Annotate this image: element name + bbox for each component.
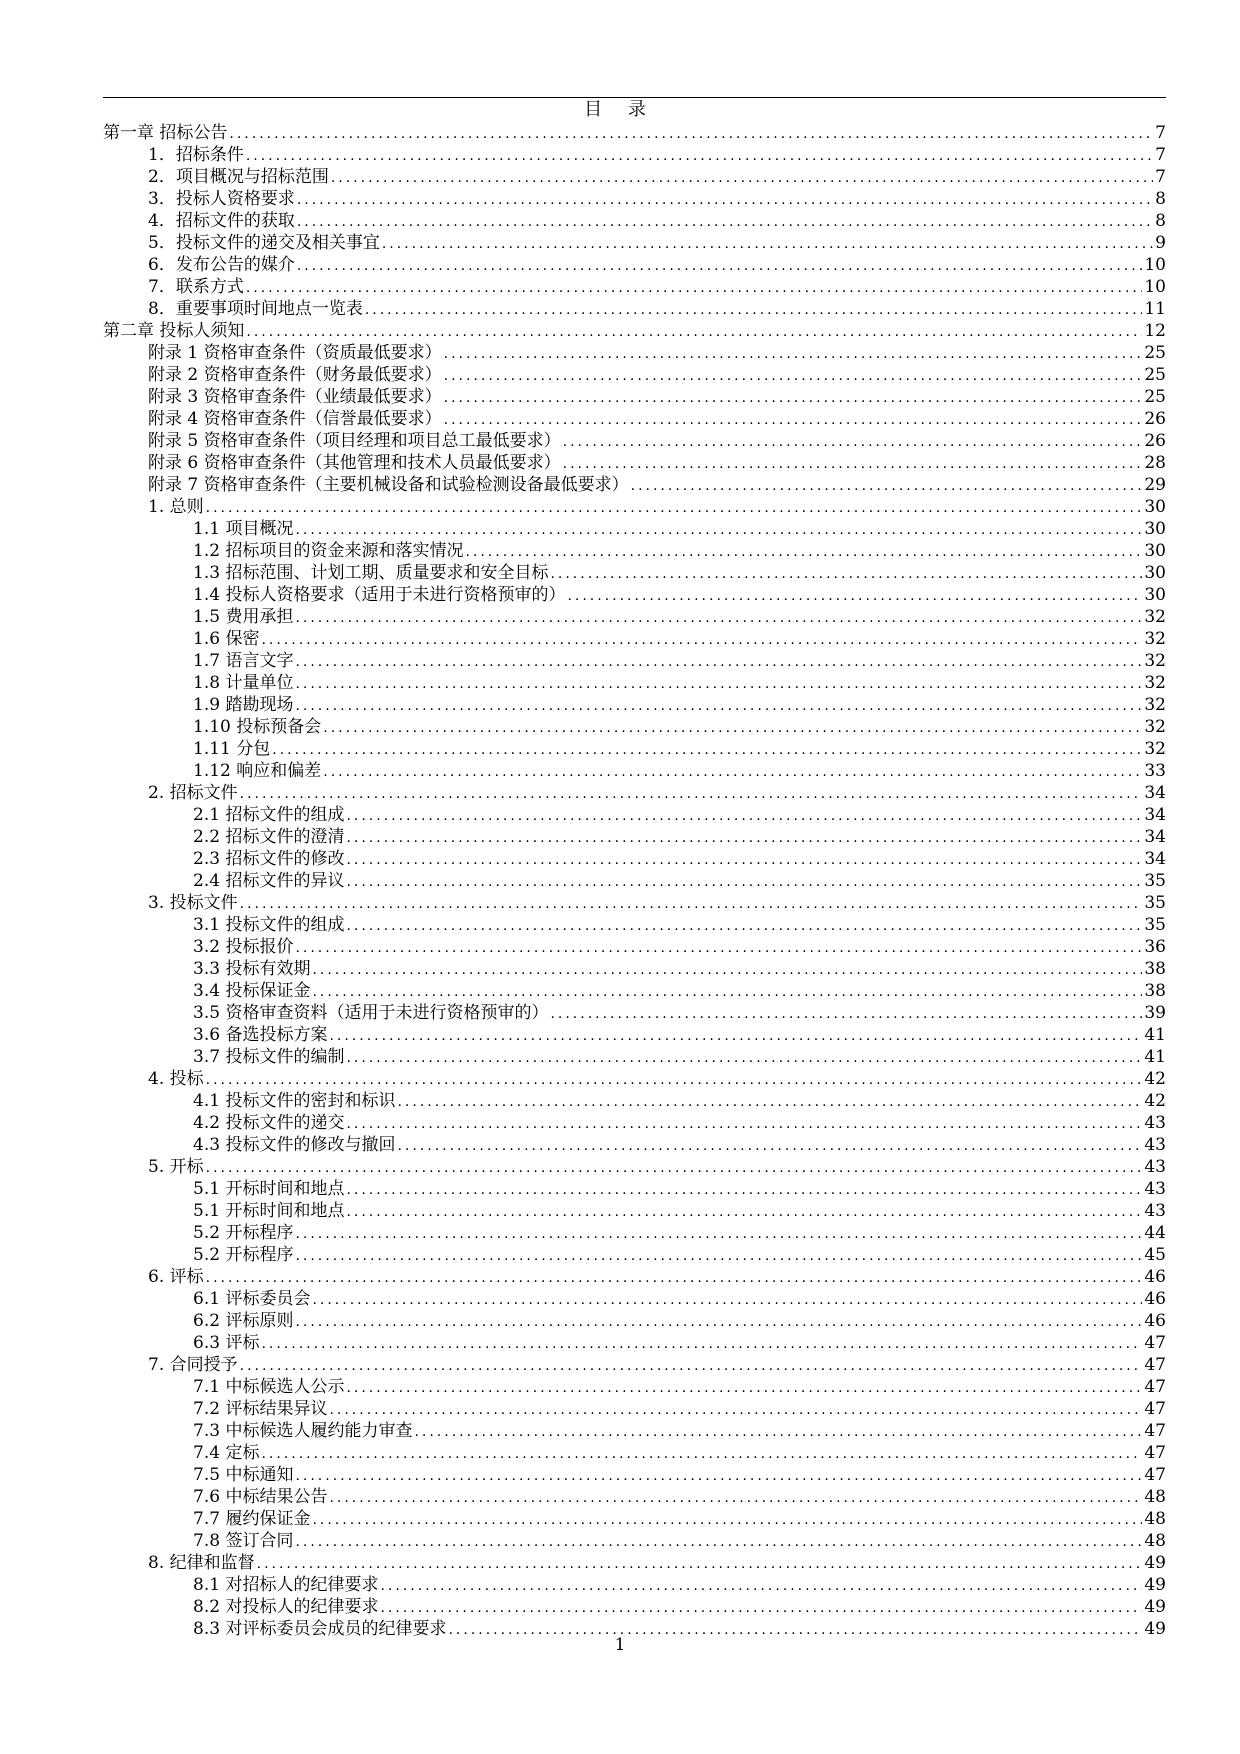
toc-entry-page: 26: [1144, 431, 1166, 451]
toc-entry[interactable]: [103, 275, 1166, 297]
dot-leader: [246, 147, 1153, 165]
toc-entry-page: 25: [1144, 343, 1166, 363]
toc-entry-page: 32: [1144, 673, 1166, 693]
toc-entry-page: 49: [1144, 1553, 1166, 1573]
toc-entry-page: 47: [1144, 1399, 1166, 1419]
toc-entry-label: 7.1 中标候选人公示: [193, 1377, 345, 1397]
toc-entry-page: 49: [1144, 1619, 1166, 1639]
toc-entry-page: 39: [1144, 1003, 1166, 1023]
toc-entry-page: 48: [1144, 1531, 1166, 1551]
toc-entry-label: 6．发布公告的媒介: [148, 255, 295, 275]
toc-entry-page: 32: [1144, 607, 1166, 627]
dot-leader: [312, 961, 1142, 979]
table-of-contents: [103, 121, 1166, 1639]
toc-entry-page: 32: [1144, 695, 1166, 715]
toc-entry[interactable]: [103, 759, 1166, 781]
toc-entry-page: 47: [1144, 1355, 1166, 1375]
toc-entry[interactable]: [103, 1485, 1166, 1507]
dot-leader: [295, 939, 1142, 957]
toc-entry-label: 7.8 签订合同: [193, 1531, 294, 1551]
dot-leader: [380, 1599, 1142, 1617]
toc-entry[interactable]: [103, 781, 1166, 803]
toc-entry-page: 47: [1144, 1465, 1166, 1485]
toc-entry[interactable]: [103, 1463, 1166, 1485]
dot-leader: [346, 1379, 1142, 1397]
toc-entry-page: 35: [1144, 871, 1166, 891]
dot-leader: [563, 455, 1143, 473]
toc-entry-page: 47: [1144, 1333, 1166, 1353]
dot-leader: [550, 1005, 1142, 1023]
toc-entry-page: 10: [1144, 255, 1166, 275]
toc-entry-page: 41: [1144, 1025, 1166, 1045]
toc-entry[interactable]: [103, 1155, 1166, 1177]
dot-leader: [397, 1093, 1142, 1111]
dot-leader: [444, 411, 1143, 429]
toc-entry-page: 46: [1144, 1267, 1166, 1287]
toc-entry[interactable]: [103, 1199, 1166, 1221]
toc-entry[interactable]: [103, 803, 1166, 825]
toc-entry-page: 7: [1155, 123, 1166, 143]
toc-entry[interactable]: [103, 319, 1166, 341]
toc-entry-label: 3. 投标文件: [148, 893, 238, 913]
dot-leader: [312, 1291, 1142, 1309]
toc-entry[interactable]: [103, 957, 1166, 979]
dot-leader: [346, 807, 1142, 825]
toc-entry[interactable]: [103, 1595, 1166, 1617]
dot-leader: [329, 1489, 1142, 1507]
toc-entry[interactable]: [103, 1331, 1166, 1353]
dot-leader: [295, 1313, 1142, 1331]
toc-entry-page: 47: [1144, 1421, 1166, 1441]
toc-entry[interactable]: [103, 143, 1166, 165]
toc-entry-page: 42: [1144, 1069, 1166, 1089]
toc-entry-label: 2．项目概况与招标范围: [148, 167, 329, 187]
dot-leader: [346, 917, 1142, 935]
toc-entry-page: 25: [1144, 387, 1166, 407]
toc-entry-label: 3.4 投标保证金: [193, 981, 311, 1001]
toc-entry-label: 6.3 评标: [193, 1333, 260, 1353]
dot-leader: [365, 301, 1143, 319]
toc-entry-page: 45: [1144, 1245, 1166, 1265]
dot-leader: [257, 1555, 1143, 1573]
dot-leader: [295, 1467, 1142, 1485]
toc-entry[interactable]: [103, 1221, 1166, 1243]
dot-leader: [297, 257, 1143, 275]
dot-leader: [272, 741, 1142, 759]
toc-entry[interactable]: [103, 649, 1166, 671]
toc-entry-label: 3.2 投标报价: [193, 937, 294, 957]
toc-entry[interactable]: [103, 385, 1166, 407]
dot-leader: [206, 1269, 1143, 1287]
toc-entry[interactable]: [103, 825, 1166, 847]
dot-leader: [346, 1049, 1142, 1067]
dot-leader: [261, 631, 1142, 649]
toc-entry[interactable]: [103, 1067, 1166, 1089]
toc-entry-page: 32: [1144, 717, 1166, 737]
toc-entry-label: 1. 总则: [148, 497, 204, 517]
toc-entry-label: 7.3 中标候选人履约能力审查: [193, 1421, 413, 1441]
toc-entry[interactable]: [103, 693, 1166, 715]
toc-entry[interactable]: [103, 473, 1166, 495]
toc-entry-label: 4. 投标: [148, 1069, 204, 1089]
toc-entry[interactable]: [103, 1001, 1166, 1023]
toc-entry[interactable]: [103, 429, 1166, 451]
toc-entry-label: 6. 评标: [148, 1267, 204, 1287]
toc-entry-label: 7.7 履约保证金: [193, 1509, 311, 1529]
toc-entry-label: 6.2 评标原则: [193, 1311, 294, 1331]
toc-entry-label: 7.6 中标结果公告: [193, 1487, 328, 1507]
dot-leader: [397, 1137, 1142, 1155]
toc-entry-page: 11: [1144, 299, 1166, 319]
toc-entry[interactable]: [103, 253, 1166, 275]
toc-entry-label: 8.3 对评标委员会成员的纪律要求: [193, 1619, 447, 1639]
toc-entry[interactable]: [103, 1089, 1166, 1111]
toc-entry-page: 8: [1155, 211, 1166, 231]
toc-entry-label: 7.5 中标通知: [193, 1465, 294, 1485]
toc-entry-page: 35: [1144, 893, 1166, 913]
dot-leader: [295, 609, 1142, 627]
toc-entry-page: 44: [1144, 1223, 1166, 1243]
toc-entry-page: 7: [1155, 167, 1166, 187]
toc-entry[interactable]: [103, 1529, 1166, 1551]
toc-entry[interactable]: [103, 451, 1166, 473]
toc-entry-label: 4．招标文件的获取: [148, 211, 295, 231]
toc-entry[interactable]: [103, 1177, 1166, 1199]
toc-entry[interactable]: [103, 1551, 1166, 1573]
header-rule: [103, 97, 1166, 98]
dot-leader: [295, 1247, 1142, 1265]
toc-entry[interactable]: [103, 1023, 1166, 1045]
toc-entry-page: 35: [1144, 915, 1166, 935]
toc-entry[interactable]: [103, 979, 1166, 1001]
dot-leader: [229, 125, 1153, 143]
toc-entry-label: 3.5 资格审查资料（适用于未进行资格预审的）: [193, 1003, 549, 1023]
dot-leader: [312, 983, 1142, 1001]
toc-entry[interactable]: [103, 671, 1166, 693]
dot-leader: [312, 1511, 1142, 1529]
toc-entry-page: 30: [1144, 585, 1166, 605]
dot-leader: [444, 345, 1143, 363]
dot-leader: [382, 235, 1153, 253]
toc-entry-label: 附录 1 资格审查条件（资质最低要求）: [148, 343, 442, 363]
dot-leader: [563, 433, 1143, 451]
toc-entry-page: 30: [1144, 497, 1166, 517]
toc-entry-label: 2.3 招标文件的修改: [193, 849, 345, 869]
toc-entry[interactable]: [103, 297, 1166, 319]
toc-entry-label: 1.11 分包: [193, 739, 271, 759]
toc-entry-page: 43: [1144, 1179, 1166, 1199]
toc-entry-page: 47: [1144, 1377, 1166, 1397]
toc-entry[interactable]: [103, 1265, 1166, 1287]
toc-entry[interactable]: [103, 935, 1166, 957]
toc-entry-page: 25: [1144, 365, 1166, 385]
toc-entry-page: 38: [1144, 981, 1166, 1001]
dot-leader: [240, 1357, 1143, 1375]
dot-leader: [414, 1423, 1142, 1441]
toc-title: 目 录: [584, 99, 656, 120]
toc-entry[interactable]: [103, 187, 1166, 209]
toc-entry-page: 10: [1144, 277, 1166, 297]
toc-entry-page: 36: [1144, 937, 1166, 957]
toc-entry-label: 5.2 开标程序: [193, 1245, 294, 1265]
dot-leader: [346, 1115, 1142, 1133]
toc-entry[interactable]: [103, 1045, 1166, 1067]
toc-entry[interactable]: [103, 407, 1166, 429]
toc-entry-page: 7: [1155, 145, 1166, 165]
dot-leader: [246, 279, 1143, 297]
toc-entry-label: 3.1 投标文件的组成: [193, 915, 345, 935]
toc-entry[interactable]: [103, 517, 1166, 539]
toc-entry-page: 30: [1144, 541, 1166, 561]
toc-entry-label: 1．招标条件: [148, 145, 244, 165]
page-number: 1: [614, 1635, 626, 1655]
toc-entry-label: 1.10 投标预备会: [193, 717, 322, 737]
toc-entry-label: 5.1 开标时间和地点: [193, 1179, 345, 1199]
dot-leader: [206, 1071, 1143, 1089]
toc-entry-label: 5．投标文件的递交及相关事宜: [148, 233, 380, 253]
toc-entry[interactable]: [103, 1287, 1166, 1309]
toc-entry[interactable]: [103, 627, 1166, 649]
toc-entry-label: 2.1 招标文件的组成: [193, 805, 345, 825]
toc-entry-label: 7．联系方式: [148, 277, 244, 297]
toc-entry-label: 7.4 定标: [193, 1443, 260, 1463]
toc-entry-page: 12: [1144, 321, 1166, 341]
dot-leader: [295, 521, 1142, 539]
toc-entry-label: 附录 7 资格审查条件（主要机械设备和试验检测设备最低要求）: [148, 475, 629, 495]
toc-entry[interactable]: [103, 913, 1166, 935]
toc-entry[interactable]: [103, 165, 1166, 187]
toc-entry-page: 32: [1144, 629, 1166, 649]
toc-entry[interactable]: [103, 121, 1166, 143]
toc-entry[interactable]: [103, 363, 1166, 385]
toc-entry-label: 1.4 投标人资格要求（适用于未进行资格预审的）: [193, 585, 566, 605]
toc-entry[interactable]: [103, 1375, 1166, 1397]
toc-entry-label: 1.5 费用承担: [193, 607, 294, 627]
toc-entry-page: 34: [1144, 827, 1166, 847]
toc-entry-label: 2. 招标文件: [148, 783, 238, 803]
toc-entry-page: 26: [1144, 409, 1166, 429]
toc-entry-page: 32: [1144, 739, 1166, 759]
toc-entry[interactable]: [103, 1507, 1166, 1529]
dot-leader: [295, 675, 1142, 693]
toc-entry-page: 34: [1144, 849, 1166, 869]
toc-entry[interactable]: [103, 1133, 1166, 1155]
dot-leader: [295, 1533, 1142, 1551]
dot-leader: [346, 1203, 1142, 1221]
toc-entry-label: 3.6 备选投标方案: [193, 1025, 328, 1045]
toc-entry-label: 5.2 开标程序: [193, 1223, 294, 1243]
dot-leader: [206, 499, 1143, 517]
dot-leader: [246, 323, 1142, 341]
toc-entry-page: 43: [1144, 1157, 1166, 1177]
dot-leader: [346, 873, 1142, 891]
toc-entry[interactable]: [103, 1419, 1166, 1441]
toc-entry-label: 1.6 保密: [193, 629, 260, 649]
toc-entry-page: 9: [1155, 233, 1166, 253]
toc-entry-label: 1.1 项目概况: [193, 519, 294, 539]
toc-entry-label: 6.1 评标委员会: [193, 1289, 311, 1309]
toc-entry-page: 30: [1144, 519, 1166, 539]
toc-entry[interactable]: [103, 539, 1166, 561]
dot-leader: [380, 1577, 1142, 1595]
toc-entry-page: 46: [1144, 1289, 1166, 1309]
dot-leader: [444, 389, 1143, 407]
toc-entry-page: 43: [1144, 1135, 1166, 1155]
toc-entry-label: 3．投标人资格要求: [148, 189, 295, 209]
toc-entry-page: 49: [1144, 1575, 1166, 1595]
dot-leader: [465, 543, 1142, 561]
toc-entry-label: 8.2 对投标人的纪律要求: [193, 1597, 379, 1617]
dot-leader: [444, 367, 1143, 385]
toc-entry-label: 7. 合同授予: [148, 1355, 238, 1375]
dot-leader: [297, 213, 1153, 231]
toc-entry-page: 28: [1144, 453, 1166, 473]
toc-entry-page: 48: [1144, 1487, 1166, 1507]
toc-entry-label: 4.1 投标文件的密封和标识: [193, 1091, 396, 1111]
toc-entry-label: 5. 开标: [148, 1157, 204, 1177]
toc-entry-label: 8．重要事项时间地点一览表: [148, 299, 363, 319]
dot-leader: [346, 1181, 1142, 1199]
dot-leader: [261, 1335, 1142, 1353]
dot-leader: [323, 719, 1142, 737]
toc-entry[interactable]: [103, 869, 1166, 891]
dot-leader: [329, 1401, 1142, 1419]
dot-leader: [297, 191, 1153, 209]
toc-entry-page: 8: [1155, 189, 1166, 209]
toc-entry-label: 7.2 评标结果异议: [193, 1399, 328, 1419]
toc-entry-label: 1.12 响应和偏差: [193, 761, 322, 781]
dot-leader: [323, 763, 1142, 781]
toc-entry-label: 3.3 投标有效期: [193, 959, 311, 979]
toc-entry-label: 1.2 招标项目的资金来源和落实情况: [193, 541, 464, 561]
toc-entry-label: 1.9 踏勘现场: [193, 695, 294, 715]
toc-entry-label: 8. 纪律和监督: [148, 1553, 255, 1573]
toc-entry[interactable]: [103, 847, 1166, 869]
toc-entry-page: 34: [1144, 783, 1166, 803]
dot-leader: [331, 169, 1153, 187]
toc-entry[interactable]: [103, 341, 1166, 363]
toc-entry-label: 附录 5 资格审查条件（项目经理和项目总工最低要求）: [148, 431, 561, 451]
toc-entry[interactable]: [103, 605, 1166, 627]
dot-leader: [550, 565, 1142, 583]
dot-leader: [329, 1027, 1142, 1045]
toc-entry-label: 3.7 投标文件的编制: [193, 1047, 345, 1067]
dot-leader: [240, 895, 1143, 913]
toc-entry-label: 第一章 招标公告: [103, 123, 228, 143]
dot-leader: [240, 785, 1143, 803]
dot-leader: [295, 653, 1142, 671]
toc-entry-label: 4.3 投标文件的修改与撤回: [193, 1135, 396, 1155]
toc-entry-page: 41: [1144, 1047, 1166, 1067]
toc-entry-page: 42: [1144, 1091, 1166, 1111]
toc-entry[interactable]: [103, 1573, 1166, 1595]
toc-entry-page: 48: [1144, 1509, 1166, 1529]
dot-leader: [346, 851, 1142, 869]
toc-entry[interactable]: [103, 1441, 1166, 1463]
dot-leader: [261, 1445, 1142, 1463]
toc-entry[interactable]: [103, 209, 1166, 231]
toc-entry-label: 2.2 招标文件的澄清: [193, 827, 345, 847]
toc-entry[interactable]: [103, 1353, 1166, 1375]
dot-leader: [631, 477, 1143, 495]
toc-entry-page: 49: [1144, 1597, 1166, 1617]
toc-entry-page: 32: [1144, 651, 1166, 671]
toc-entry-page: 33: [1144, 761, 1166, 781]
toc-entry[interactable]: [103, 1397, 1166, 1419]
toc-entry-label: 8.1 对招标人的纪律要求: [193, 1575, 379, 1595]
toc-entry[interactable]: [103, 737, 1166, 759]
dot-leader: [206, 1159, 1143, 1177]
toc-entry[interactable]: [103, 1309, 1166, 1331]
toc-entry-page: 47: [1144, 1443, 1166, 1463]
dot-leader: [567, 587, 1142, 605]
toc-entry-label: 第二章 投标人须知: [103, 321, 245, 341]
toc-entry[interactable]: [103, 561, 1166, 583]
dot-leader: [295, 1225, 1142, 1243]
toc-entry-label: 2.4 招标文件的异议: [193, 871, 345, 891]
toc-entry[interactable]: [103, 583, 1166, 605]
toc-entry-label: 5.1 开标时间和地点: [193, 1201, 345, 1221]
toc-entry-label: 附录 4 资格审查条件（信誉最低要求）: [148, 409, 442, 429]
toc-entry[interactable]: [103, 1243, 1166, 1265]
toc-entry[interactable]: [103, 715, 1166, 737]
toc-entry-page: 43: [1144, 1201, 1166, 1221]
toc-entry-page: 46: [1144, 1311, 1166, 1331]
toc-entry-page: 34: [1144, 805, 1166, 825]
dot-leader: [346, 829, 1142, 847]
toc-entry-page: 43: [1144, 1113, 1166, 1133]
toc-entry[interactable]: [103, 891, 1166, 913]
toc-entry-page: 29: [1144, 475, 1166, 495]
toc-entry[interactable]: [103, 495, 1166, 517]
toc-entry-label: 1.7 语言文字: [193, 651, 294, 671]
toc-entry-label: 附录 2 资格审查条件（财务最低要求）: [148, 365, 442, 385]
toc-entry[interactable]: [103, 231, 1166, 253]
toc-entry-page: 30: [1144, 563, 1166, 583]
dot-leader: [295, 697, 1142, 715]
toc-entry-label: 附录 3 资格审查条件（业绩最低要求）: [148, 387, 442, 407]
toc-entry-page: 38: [1144, 959, 1166, 979]
toc-entry-label: 1.8 计量单位: [193, 673, 294, 693]
toc-entry-label: 附录 6 资格审查条件（其他管理和技术人员最低要求）: [148, 453, 561, 473]
toc-entry[interactable]: [103, 1111, 1166, 1133]
toc-entry-label: 1.3 招标范围、计划工期、质量要求和安全目标: [193, 563, 549, 583]
toc-entry-label: 4.2 投标文件的递交: [193, 1113, 345, 1133]
